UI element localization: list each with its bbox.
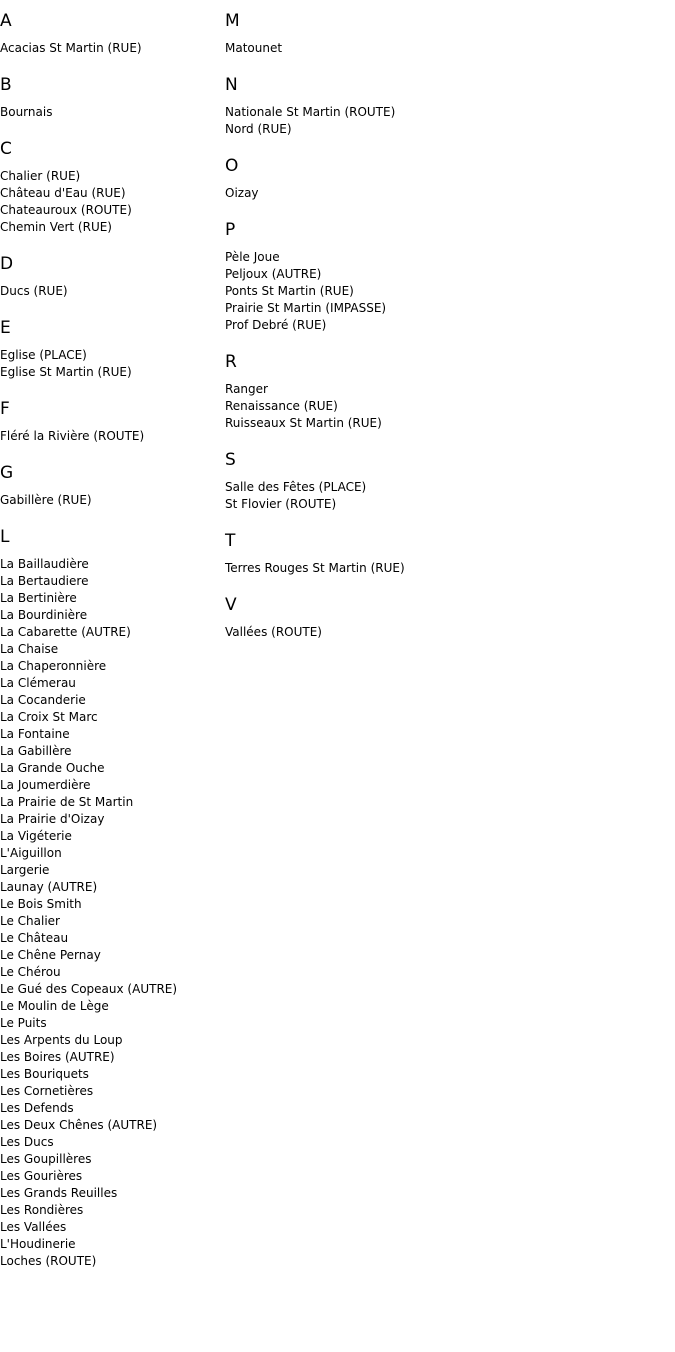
section-letter-heading: G (0, 463, 14, 483)
street-name: Le Chêne Pernay (0, 948, 101, 962)
letter-section-b (0, 74, 225, 121)
street-name: Chemin Vert (RUE) (0, 220, 112, 234)
street-name: Le Gué des Copeaux (AUTRE) (0, 982, 178, 996)
street-name: Les Cornetières (0, 1084, 94, 1098)
letter-section-f (0, 398, 225, 445)
letter-section-m (225, 10, 450, 57)
street-name: Eglise St Martin (RUE) (0, 365, 132, 379)
street-name: Ducs (RUE) (0, 284, 68, 298)
letter-section-o (225, 155, 450, 202)
street-name: Le Chérou (0, 965, 61, 979)
section-letter-heading: O (225, 156, 239, 176)
street-name: Le Bois Smith (0, 897, 82, 911)
street-name: Ranger (225, 382, 268, 396)
section-letter-heading: C (0, 139, 12, 159)
street-name: Terres Rouges St Martin (RUE) (225, 561, 405, 575)
street-name: La Cocanderie (0, 693, 86, 707)
street-name: Nationale St Martin (ROUTE) (225, 105, 396, 119)
street-name: Les Deux Chênes (AUTRE) (0, 1118, 158, 1132)
street-name: La Bertaudiere (0, 574, 89, 588)
street-name: Le Chalier (0, 914, 60, 928)
section-letter-heading: T (225, 531, 236, 551)
section-letter-heading: P (225, 220, 236, 240)
street-name: Les Defends (0, 1101, 74, 1115)
street-index-right-column (225, 10, 450, 658)
street-name: La Bourdinière (0, 608, 88, 622)
street-name: L'Houdinerie (0, 1237, 76, 1251)
section-letter-heading: N (225, 75, 238, 95)
street-name: Chateauroux (ROUTE) (0, 203, 132, 217)
street-name: La Baillaudière (0, 557, 89, 571)
street-name: La Prairie de St Martin (0, 795, 134, 809)
section-letter-heading: M (225, 11, 240, 31)
letter-section-r (225, 351, 450, 432)
section-letter-heading: R (225, 352, 237, 372)
street-name: Les Ducs (0, 1135, 54, 1149)
letter-section-d (0, 253, 225, 300)
section-letter-heading: E (0, 318, 11, 338)
section-letter-heading: D (0, 254, 14, 274)
section-letter-heading: B (0, 75, 12, 95)
letter-section-l (0, 526, 225, 1270)
street-name: Oizay (225, 186, 259, 200)
street-name: Gabillère (RUE) (0, 493, 92, 507)
street-name: La Clémerau (0, 676, 76, 690)
street-name: Les Bouriquets (0, 1067, 89, 1081)
street-name: Les Rondières (0, 1203, 84, 1217)
section-letter-heading: S (225, 450, 236, 470)
street-name: Les Grands Reuilles (0, 1186, 118, 1200)
street-name: Launay (AUTRE) (0, 880, 98, 894)
street-name: La Cabarette (AUTRE) (0, 625, 131, 639)
street-name: La Grande Ouche (0, 761, 105, 775)
street-name: Eglise (PLACE) (0, 348, 87, 362)
street-name: La Joumerdière (0, 778, 91, 792)
street-index-left-column (0, 10, 225, 1287)
street-name: La Bertinière (0, 591, 77, 605)
street-name: La Vigéterie (0, 829, 72, 843)
street-name: Matounet (225, 41, 283, 55)
street-name: Bournais (0, 105, 53, 119)
street-name: La Gabillère (0, 744, 72, 758)
letter-section-a (0, 10, 225, 57)
street-name: Prairie St Martin (IMPASSE) (225, 301, 387, 315)
street-name: Renaissance (RUE) (225, 399, 338, 413)
street-name: La Croix St Marc (0, 710, 98, 724)
letter-section-p (225, 219, 450, 334)
section-letter-heading: V (225, 595, 237, 615)
street-name: Château d'Eau (RUE) (0, 186, 126, 200)
street-name: Les Gourières (0, 1169, 83, 1183)
street-name: La Fontaine (0, 727, 70, 741)
letter-section-n (225, 74, 450, 138)
street-name: Les Vallées (0, 1220, 67, 1234)
letter-section-e (0, 317, 225, 381)
street-name: Acacias St Martin (RUE) (0, 41, 142, 55)
letter-section-g (0, 462, 225, 509)
street-name: Les Boires (AUTRE) (0, 1050, 115, 1064)
street-name: Le Château (0, 931, 69, 945)
street-name: Chalier (RUE) (0, 169, 81, 183)
letter-section-s (225, 449, 450, 513)
street-name: Le Puits (0, 1016, 47, 1030)
street-name: Prof Debré (RUE) (225, 318, 327, 332)
street-name: Nord (RUE) (225, 122, 292, 136)
street-name: Ruisseaux St Martin (RUE) (225, 416, 382, 430)
street-name: Le Moulin de Lège (0, 999, 109, 1013)
street-name: Salle des Fêtes (PLACE) (225, 480, 367, 494)
street-name: St Flovier (ROUTE) (225, 497, 337, 511)
street-name: Pèle Joue (225, 250, 280, 264)
street-name: Fléré la Rivière (ROUTE) (0, 429, 145, 443)
street-name: Loches (ROUTE) (0, 1254, 97, 1268)
street-name: Les Goupillères (0, 1152, 92, 1166)
street-name: L'Aiguillon (0, 846, 62, 860)
letter-section-v (225, 594, 450, 641)
street-name: La Chaise (0, 642, 59, 656)
letter-section-c (0, 138, 225, 236)
section-letter-heading: L (0, 527, 10, 547)
street-name: Ponts St Martin (RUE) (225, 284, 354, 298)
section-letter-heading: A (0, 11, 12, 31)
section-letter-heading: F (0, 399, 10, 419)
street-name: Peljoux (AUTRE) (225, 267, 322, 281)
street-name: Vallées (ROUTE) (225, 625, 322, 639)
letter-section-t (225, 530, 450, 577)
street-name: La Chaperonnière (0, 659, 107, 673)
street-name: Les Arpents du Loup (0, 1033, 123, 1047)
street-name: La Prairie d'Oizay (0, 812, 105, 826)
street-name: Largerie (0, 863, 50, 877)
